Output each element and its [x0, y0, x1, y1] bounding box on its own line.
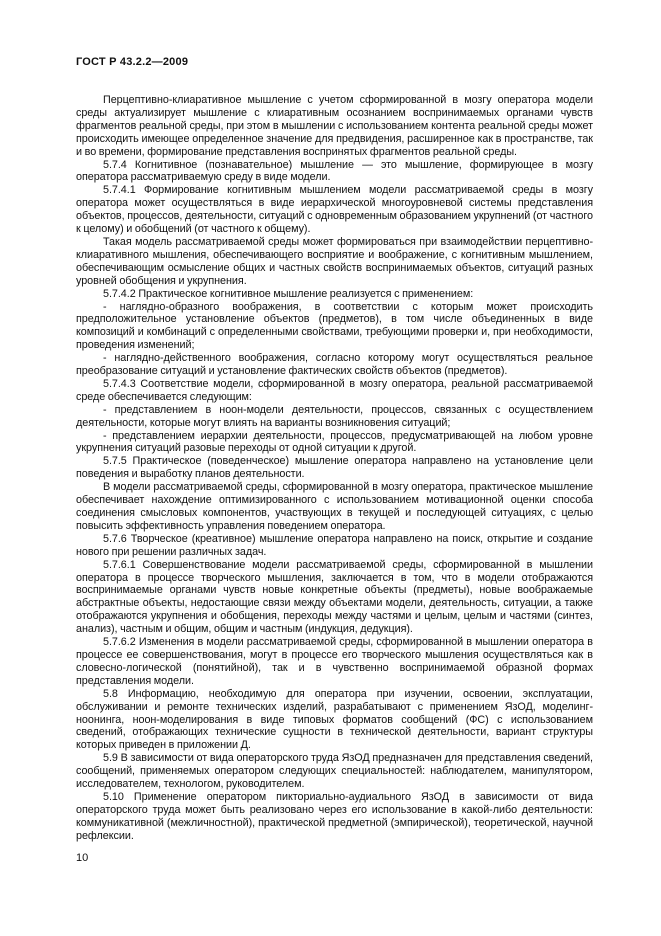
paragraph: - наглядно-действенного воображения, согласно которому могут осуществляться реальное преобразование ситуаций и установление фактических свойств объектов (предметов).: [76, 352, 593, 378]
paragraph: Перцептивно-клиаративное мышление с учетом сформированной в мозгу оператора модели среды актуализирует мышление с клиаративным осознанием воспринимаемых органами чувств фрагментов реальной среды, при этом в мышлении с использованием контента реальной среды может происходить имеющее определенное значение для предвидения, расширенное как в пространстве, так и во времени, формирование представления воспринятых фрагментов реальной среды.: [76, 94, 593, 158]
paragraph: Такая модель рассматриваемой среды может формироваться при взаимодействии перцептивно-клиаративного мышления, обеспечивающего восприятие и воображение, с когнитивным мышлением, обеспечивающим осмысление общих и частных свойств воспринимаемых объектов, ситуаций разных уровней обобщения и укрупнения.: [76, 235, 593, 287]
paragraph: 5.7.6 Творческое (креативное) мышление оператора направлено на поиск, открытие и создание нового при решении различных задач.: [76, 532, 593, 558]
paragraph: 5.7.4.3 Соответствие модели, сформированной в мозгу оператора, реальной рассматриваемой среде обеспечивается следующим:: [76, 377, 593, 403]
paragraph: 5.7.5 Практическое (поведенческое) мышление оператора направлено на установление цели поведения и выработку планов деятельности.: [76, 455, 593, 481]
paragraph: 5.7.4.2 Практическое когнитивное мышление реализуется с применением:: [103, 287, 474, 300]
document-header: ГОСТ Р 43.2.2—2009: [76, 56, 189, 68]
paragraph: В модели рассматриваемой среды, сформированной в мозгу оператора, практическое мышление обеспечивает нахождение оптимизированного с использованием мотивационной оценки способа соединения смысловых компонентов, участвующих в текущей и последующей ситуациях, с целью повысить эффективность управления поведением оператора.: [76, 481, 593, 532]
paragraph: 5.7.6.2 Изменения в модели рассматриваемой среды, сформированной в мышлении оператора в процессе ее совершенствования, могут в процессе его творческого мышления осуществляться как в словесно-логической (понятийной), так и в чувственно воспринимаемой образной формах представления модели.: [76, 636, 593, 687]
paragraph: 5.10 Применение оператором пикториально-аудиального ЯзОД в зависимости от вида операторского труда может быть реализовано через его использование в какой-либо деятельности: коммуникативной (межличностной), практической предметной (эмпирической), теоретической, научной рефлексии.: [76, 790, 593, 842]
paragraph: - представлением в ноон-модели деятельности, процессов, связанных с осуществлением деятельности, которые могут влиять на варианты возникновения ситуаций;: [76, 403, 593, 429]
paragraph: 5.8 Информацию, необходимую для оператора при изучении, освоении, эксплуатации, обслуживании и ремонте технических изделий, разрабатывают с применением ЯзОД, моделинг-ноонинга, ноон-моделирования в виде типовых форматов сообщений (ФС) с использованием сведений, отображающих технические сущности в технической деятельности, вариант структуры которых приведен в приложении Д.: [76, 687, 593, 752]
paragraph: - наглядно-образного воображения, в соответствии с которым может происходить предположительное установление объектов (предметов), в том числе объединенных в виде композиций и комбинаций с определенными свойствами, требующими проверки и, при необходимости, проведения изменений;: [76, 300, 593, 352]
page-number: 10: [76, 851, 89, 864]
paragraph: 5.7.4.1 Формирование когнитивным мышлением модели рассматриваемой среды в мозгу оператора может осуществляться в виде иерархической многоуровневой системы представления объектов, процессов, деятельности, ситуаций с одновременным образованием укрупнений (от частного к целому) и обобщений (от частного к общему).: [76, 184, 593, 236]
paragraph: 5.7.6.1 Совершенствование модели рассматриваемой среды, сформированной в мышлении оператора в процессе творческого мышления, заключается в том, что в модели отображаются воспринимаемые органами чувств новые конкретные объекты (предметы), новые воображаемые абстрактные объекты, недостающие связи между объектами модели, деятельность, ситуации, а также отображаются укрупнения и обобщения, переходы между частями и целым, целым и частями (синтез, анализ), частным и общим, общим и частным (индукция, дедукция).: [76, 558, 593, 636]
document-body: [76, 94, 593, 843]
paragraph: 5.7.4 Когнитивное (познавательное) мышление — это мышление, формирующее в мозгу оператора рассматриваемую среду в виде модели.: [76, 158, 593, 184]
paragraph: - представлением иерархии деятельности, процессов, предусматривающей на любом уровне укрупнения ситуаций разовые переходы от одной ситуации к другой.: [76, 429, 593, 455]
paragraph: 5.9 В зависимости от вида операторского труда ЯзОД предназначен для представления сведений, сообщений, применяемых оператором следующих специальностей: наблюдателем, манипулятором, исследователем, технологом, руководителем.: [76, 752, 593, 791]
